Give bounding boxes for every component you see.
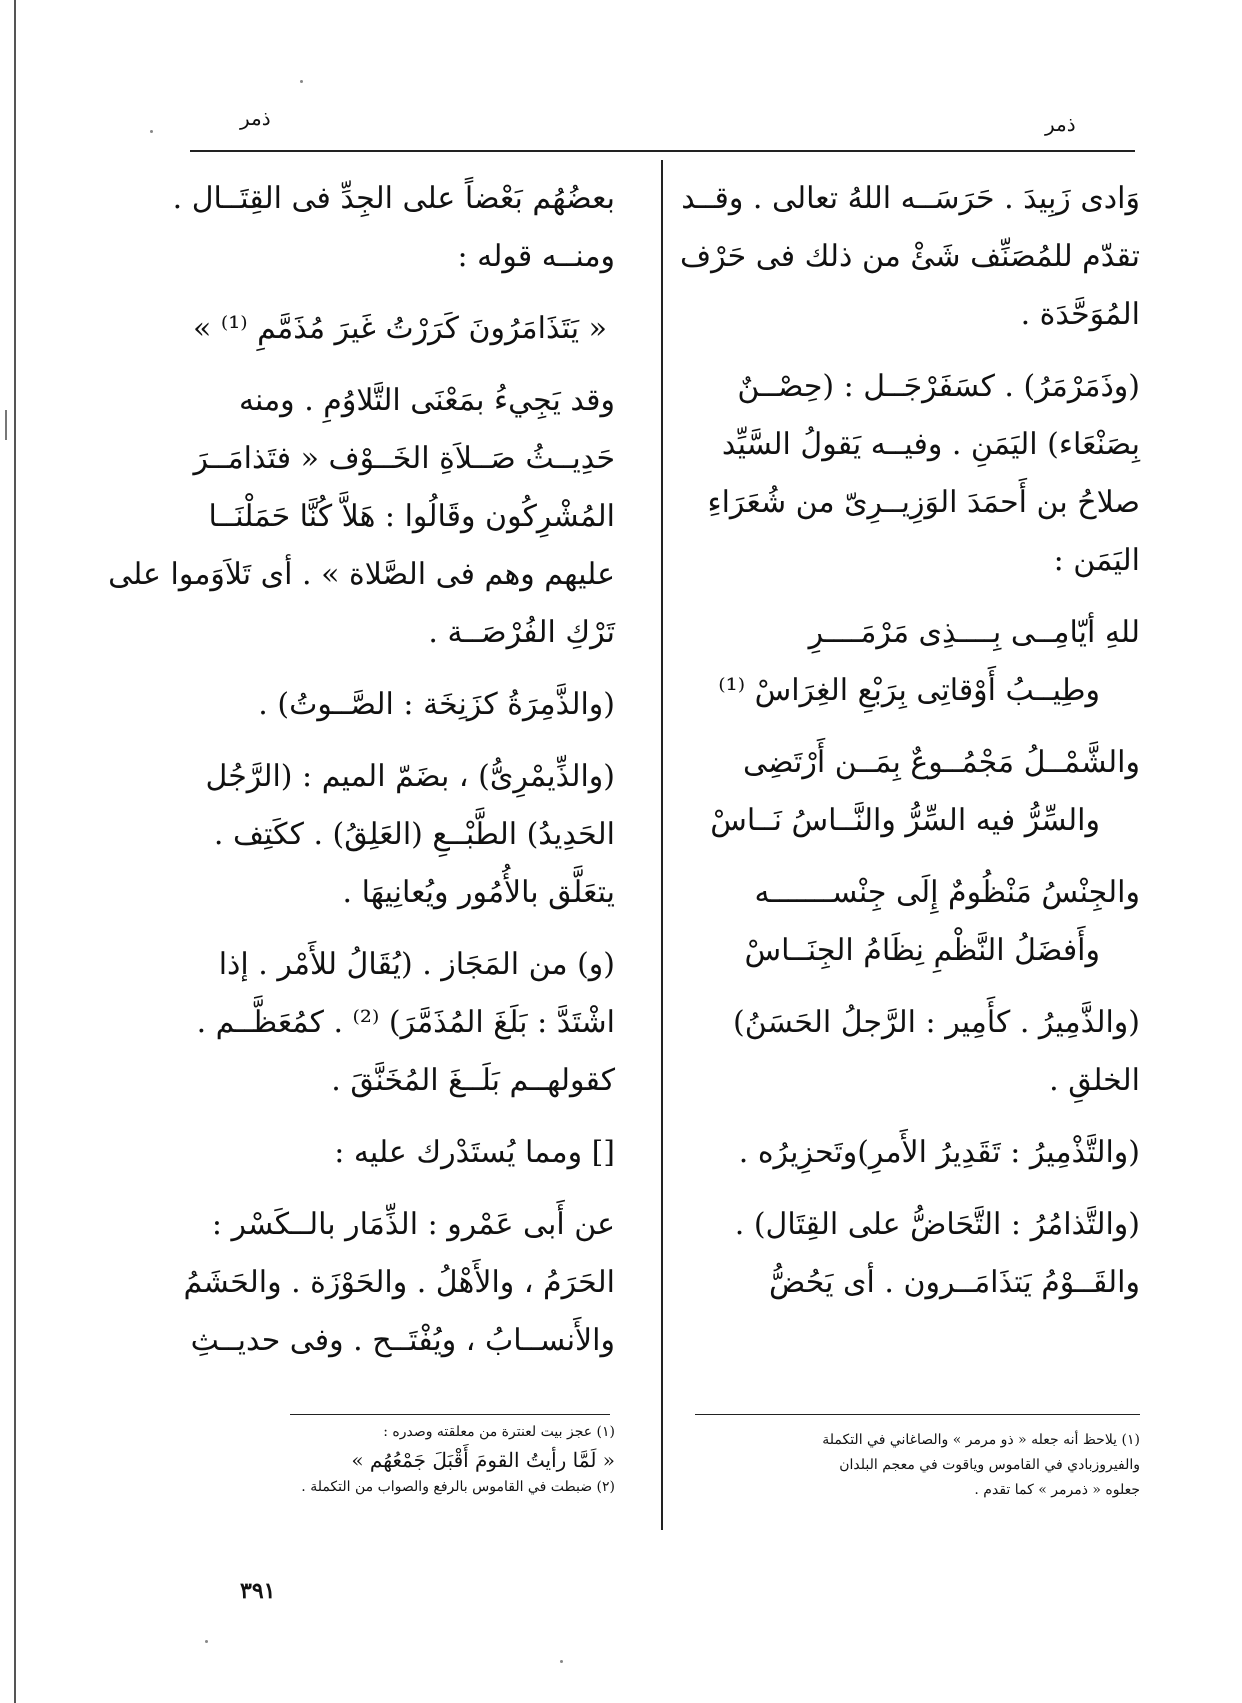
text-line: اشْتَدَّ : بَلَغَ المُذَمَّرَ) ⁽²⁾ . كمُعَظَّــم .	[196, 1005, 615, 1040]
text-line: عن أَبى عَمْرو : الذِّمَار بالــكَسْر :	[211, 1207, 615, 1242]
text-line: الحَرَمُ ، والأَهْلُ . والحَوْزَة . والحَشَمُ	[183, 1265, 615, 1300]
verse-line: والشَّمْــلُ مَجْمُــوعٌ بِمَــن أَرْتَضِى	[742, 745, 1140, 780]
verse-line: للهِ أيّامِــى بِــــذِى مَرْمَــــرِ	[808, 615, 1140, 650]
footnote-line: (١) يلاحظ أنه جعله « ذو مرمر » والصاغاني في التكملة	[822, 1432, 1140, 1448]
running-head-left: ذمر	[240, 106, 271, 130]
text-line: الحَدِيدُ) الطَّبْــعِ (العَلِقُ) . ككَتِف .	[213, 817, 615, 852]
text-line: تقدّم للمُصَنِّف شَئْ من ذلك فى حَرْف	[680, 239, 1140, 274]
text-line: حَدِيــثُ صَــلاَةِ الخَــوْف « فتَذامَــرَ	[193, 441, 615, 476]
quoted-hemistich: « يَتَذَامَرُونَ كَرَرْتُ غَيرَ مُذَمَّمِ ⁽¹⁾ »	[192, 311, 608, 346]
text-line: صلاحُ بن أَحمَدَ الوَزِيــرِىّ من شُعَرَاءِ	[707, 485, 1140, 520]
margin-mark	[5, 410, 7, 440]
text-line: (وذَمَرْمَرُ) . كسَفَرْجَــل : (حِصْــنٌ	[737, 369, 1140, 404]
text-line: يتعَلَّق بالأُمُور ويُعانِيهَا .	[342, 875, 615, 910]
verse-line: وطِيــبُ أَوْقاتِى بِرَبْعِ الغِرَاسْ ⁽¹⁾	[718, 673, 1100, 708]
page-edge-line	[14, 0, 16, 1703]
footnote-line: (١) عجز بيت لعنترة من معلقته وصدره :	[383, 1424, 615, 1440]
text-line: [] ومما يُستَدْرك عليه :	[334, 1135, 615, 1170]
verse-line: والجِنْسُ مَنْظُومٌ إِلَى جِنْســـــــه	[754, 875, 1140, 910]
text-line: وَادى زَبِيدَ . حَرَسَــه اللهُ تعالى . وقــد	[681, 181, 1140, 216]
text-line: بعضُهُم بَعْضاً على الجِدِّ فى القِتَــال .	[172, 181, 615, 216]
header-rule	[190, 150, 1135, 152]
scan-speck	[560, 1660, 563, 1663]
footnote-line: (٢) ضبطت في القاموس بالرفع والصواب من التكملة .	[301, 1479, 615, 1495]
text-line: (والذَّمِرَةُ كزَنِخَة : الصَّــوتُ) .	[258, 687, 615, 722]
text-line: عليهم وهم فى الصَّلاة » . أى تَلاَوَموا على	[108, 557, 615, 592]
text-line: تَرْكِ الفُرْصَــة .	[428, 615, 615, 650]
footnote-rule-right	[695, 1414, 1140, 1415]
text-line: الخلقِ .	[1049, 1063, 1140, 1098]
text-line: (والذِّيمْرِىُّ) ، بضَمّ الميم : (الرَّجُل	[205, 759, 615, 794]
text-line: المُشْرِكُون وقَالُوا : هَلاَّ كُنَّا حَمَلْنَــا	[208, 499, 615, 534]
text-line: المُوَحَّدَة .	[1020, 297, 1140, 332]
footnote-rule-left	[290, 1414, 610, 1415]
text-line: (والتَّذْمِيرُ : تَقَدِيرُ الأَمرِ)وتَحزِيرُه .	[738, 1135, 1140, 1170]
verse-line: وأَفضَلُ النَّظْمِ نِظَامُ الجِنَــاسْ	[744, 933, 1100, 968]
footnotes-left	[270, 1420, 615, 1500]
text-line: اليَمَن :	[1053, 543, 1140, 578]
running-head-right: ذمر	[1045, 112, 1076, 136]
text-line: بِصَنْعَاء) اليَمَنِ . وفيــه يَقولُ السَّيِّد	[721, 427, 1140, 462]
text-line: وقد يَجِيءُ بمَعْنَى التَّلاوُمِ . ومنه	[238, 383, 615, 418]
text-line: والقَــوْمُ يَتذَامَــرون . أى يَحُضُّ	[769, 1265, 1140, 1300]
text-line: (والذَّمِيرُ . كأَمِير : الرَّجلُ الحَسَنُ)	[733, 1005, 1140, 1040]
right-column	[680, 170, 1140, 1312]
scan-speck	[205, 1640, 208, 1643]
text-line: (والتَّذامُرُ : التَّحَاضُّ على القِتَال) .	[734, 1207, 1140, 1242]
left-column	[108, 170, 615, 1370]
column-divider	[661, 160, 663, 1530]
scan-speck	[150, 130, 153, 133]
text-line: ومنــه قوله :	[457, 239, 615, 274]
text-line: كقولهــم بَلَــغَ المُخَنَّقَ .	[331, 1063, 615, 1098]
verse-line: والسِّرُّ فيه السِّرُّ والنَّــاسُ نَــاسْ	[710, 803, 1100, 838]
footnote-line: والفيروزبادي في القاموس وياقوت في معجم البلدان	[839, 1457, 1140, 1473]
footnote-line: جعلوه « ذمرمر » كما تقدم .	[974, 1482, 1140, 1498]
scan-speck	[300, 80, 303, 83]
text-line: والأَنســابُ ، ويُفْتَــح . وفى حديــثِ	[190, 1323, 615, 1358]
footnote-verse: « لَمَّا رأيتُ القومَ أَقْبَلَ جَمْعُهُم »	[351, 1448, 615, 1472]
footnotes-right	[700, 1428, 1140, 1503]
text-line: (و) من المَجَاز . (يُقَالُ للأَمْر . إذا	[218, 947, 615, 982]
page-number: ٣٩١	[240, 1578, 276, 1604]
